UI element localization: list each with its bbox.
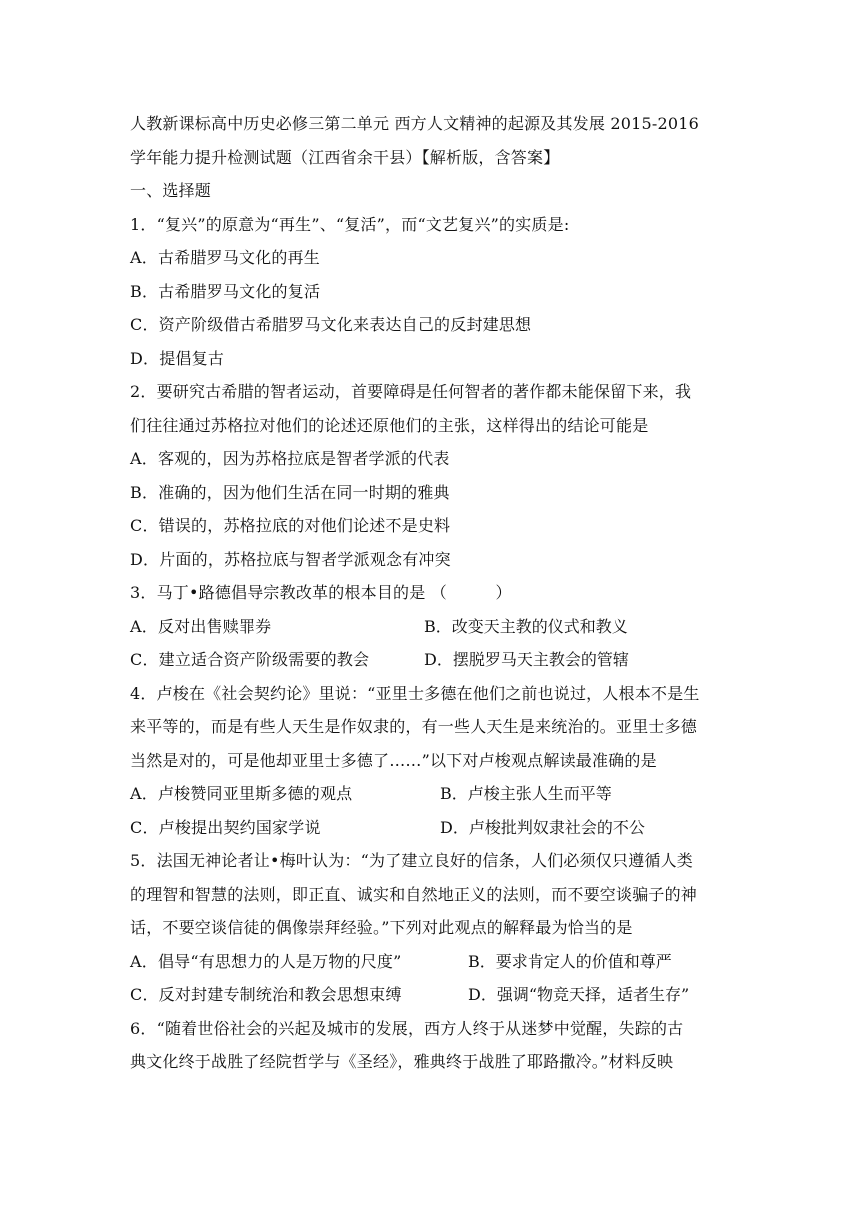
question-4-stem-line-2: 来平等的，而是有些人天生是作奴隶的，有一些人天生是来统治的。亚里士多德 [130,717,698,736]
question-1-option-a: A．古希腊罗马文化的再生 [130,248,320,267]
question-1-stem: 1．“复兴”的原意为“再生”、“复活”，而“文艺复兴”的实质是: [130,215,570,234]
question-3-option-d: D．摆脱罗马天主教会的管辖 [424,650,629,669]
document-title-line-2: 学年能力提升检测试题（江西省余干县）【解析版，含答案】 [130,148,560,167]
question-3-option-b: B．改变天主教的仪式和教义 [424,617,628,636]
question-2-option-c: C．错误的，苏格拉底的对他们论述不是史料 [130,516,451,535]
question-5-option-d: D．强调“物竞天择，适者生存” [468,985,690,1004]
question-3-option-a: A．反对出售赎罪券 [130,617,272,636]
question-6-stem-line-1: 6．“随着世俗社会的兴起及城市的发展，西方人终于从迷梦中觉醒，失踪的古 [130,1019,684,1038]
question-6-stem-line-2: 典文化终于战胜了经院哲学与《圣经》，雅典终于战胜了耶路撒冷。”材料反映 [130,1052,674,1071]
question-5-option-c: C．反对封建专制统治和教会思想束缚 [130,985,402,1004]
question-5-stem-line-1: 5．法国无神论者让•梅叶认为：“为了建立良好的信条，人们必须仅只遵循人类 [130,851,693,870]
question-4-option-a: A．卢梭赞同亚里斯多德的观点 [130,784,353,803]
question-3-option-c: C．建立适合资产阶级需要的教会 [130,650,370,669]
question-3-stem: 3．马丁•路德倡导宗教改革的根本目的是 （ ） [130,583,512,602]
question-4-stem-line-1: 4．卢梭在《社会契约论》里说：“亚里士多德在他们之前也说过，人根本不是生 [130,684,700,703]
question-5-stem-line-2: 的理智和智慧的法则，即正直、诚实和自然地正义的法则，而不要空谈骗子的神 [130,885,698,904]
question-2-option-b: B．准确的，因为他们生活在同一时期的雅典 [130,483,450,502]
question-5-stem-line-3: 话，不要空谈信徒的偶像崇拜经验。”下列对此观点的解释最为恰当的是 [130,918,633,937]
question-2-option-a: A．客观的，因为苏格拉底是智者学派的代表 [130,449,450,468]
question-2-stem-line-2: 们往往通过苏格拉对他们的论述还原他们的主张，这样得出的结论可能是 [130,416,649,435]
question-2-stem-line-1: 2．要研究古希腊的智者运动，首要障碍是任何智者的著作都未能保留下来，我 [130,382,692,401]
question-2-option-d: D．片面的，苏格拉底与智者学派观念有冲突 [130,550,451,569]
question-5-option-b: B．要求肯定人的价值和尊严 [468,952,672,971]
question-4-option-b: B．卢梭主张人生而平等 [440,784,612,803]
question-1-option-c: C．资产阶级借古希腊罗马文化来表达自己的反封建思想 [130,315,532,334]
question-4-option-d: D．卢梭批判奴隶社会的不公 [440,818,645,837]
question-1-option-b: B．古希腊罗马文化的复活 [130,282,321,301]
question-5-option-a: A．倡导“有思想力的人是万物的尺度” [130,952,402,971]
question-4-option-c: C．卢梭提出契约国家学说 [130,818,321,837]
question-1-option-d: D．提倡复古 [130,349,225,368]
section-heading: 一、选择题 [130,181,212,200]
document-title-line-1: 人教新课标高中历史必修三第二单元 西方人文精神的起源及其发展 2015-2016 [130,114,700,133]
question-4-stem-line-3: 当然是对的，可是他却亚里士多德了……”以下对卢梭观点解读最准确的是 [130,751,657,770]
